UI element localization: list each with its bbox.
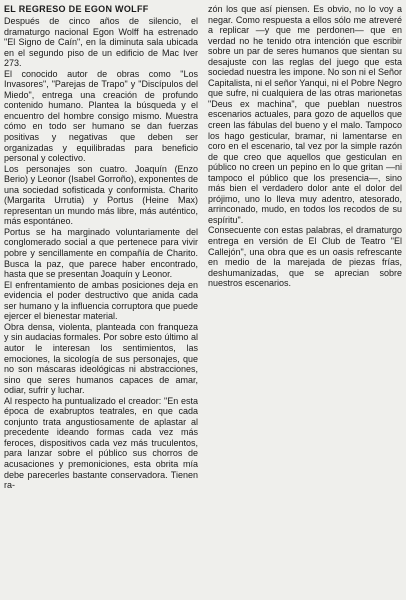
right-column [208, 4, 402, 598]
paragraph: Los personajes son cuatro. Joaquín (Enzo Berio) y Leonor (Isabel Gorroño), exponentes de una sociedad sofisticada y conformista. Charito (Margarita Urrutia) y Portus (Heine Max) representan un mundo más libre, más auténtico, más espontáneo. [4, 163, 198, 227]
paragraph: Portus se ha marginado voluntariamente del conglomerado social a que pertenece para vivir pobre y sencillamente en compañía de Charito. Busca la paz, que parece haber encontrado, hasta que se presentan Joaquín y Leonor. [4, 226, 198, 280]
paragraph: El enfrentamiento de ambas posiciones deja en evidencia el poder destructivo que anida cada ser humano y la influencia corruptora que puede ejercer el bienestar material. [4, 279, 198, 322]
paragraph: Consecuente con estas palabras, el dramaturgo entrega en versión de El Club de Teatro "El Callejón", una obra que es un oasis refrescante en medio de la marejada de piezas frías, deshumanizadas, que se aprecian sobre nuestros escenarios. [208, 225, 402, 289]
paragraph: Al respecto ha puntualizado el creador: "En esta época de exabruptos teatrales, en que cada conjunto trata angustiosamente de aplastar al precedente ideando formas cada vez más feroces, dispositivos cada vez más truculentos, para lanzar sobre el público sus chorros de acusaciones y premoniciones, esta obrita mía debe parecerles bastante conservadora. Tienen ra- [4, 395, 198, 491]
paragraph: zón los que así piensen. Es obvio, no lo voy a negar. Como respuesta a ellos sólo me atreveré a replicar —y que me perdonen— que en verdad no he tenido otra intención que escribir sobre un par de seres humanos que sientan su desajuste con las reglas del juego que esta sociedad nuestra les impone. No son ni el Señor Capitalista, ni el señor Yanqui, ni el Pobre Negro que sufre, ni cualquiera de las otras marionetas "Deus ex machina", que pueblan nuestros escenarios actuales, para gozo de aquellos que creen las fábulas del bueno y el malo. Tampoco los hago gesticular, bramar, ni lamentarse en coro en el escenario, tal vez por la simple razón de que creo que aquellos que gesticulan en público no creen un pepino en lo que gritan —ni tampoco el público que los presencia—, sino más bien el verdadero dolor ante el dolor del prójimo, uno lo lleva muy adentro, atesorado, arrinconado, mudo, en todos los recodos de su espíritu". [208, 4, 402, 225]
article-title: EL REGRESO DE EGON WOLFF [4, 4, 149, 14]
paragraph: Obra densa, violenta, planteada con franqueza y sin audacias formales. Por sobre esto último al autor le interesan los sentimientos, las emociones, la sicología de sus personajes, que no son máscaras ideológicas ni abstracciones, sino que seres humanos capaces de amar, odiar, sufrir y luchar. [4, 321, 198, 396]
left-column [4, 4, 198, 598]
paragraph: El conocido autor de obras como "Los Invasores", "Parejas de Trapo" y "Discípulos del Miedo", entrega una creación de profundo contenido humano. Plantea la búsqueda y el encuentro del hombre consigo mismo. Muestra cómo en todo ser humano se dan fuerzas positivas y negativas que deben ser organizadas y equilibradas para beneficio personal y colectivo. [4, 68, 198, 164]
paragraph: Después de cinco años de silencio, el dramaturgo nacional Egon Wolff ha estrenado "El Signo de Caín", en la diminuta sala ubicada en el segundo piso de un edificio de Mac Iver 273. [4, 16, 198, 69]
